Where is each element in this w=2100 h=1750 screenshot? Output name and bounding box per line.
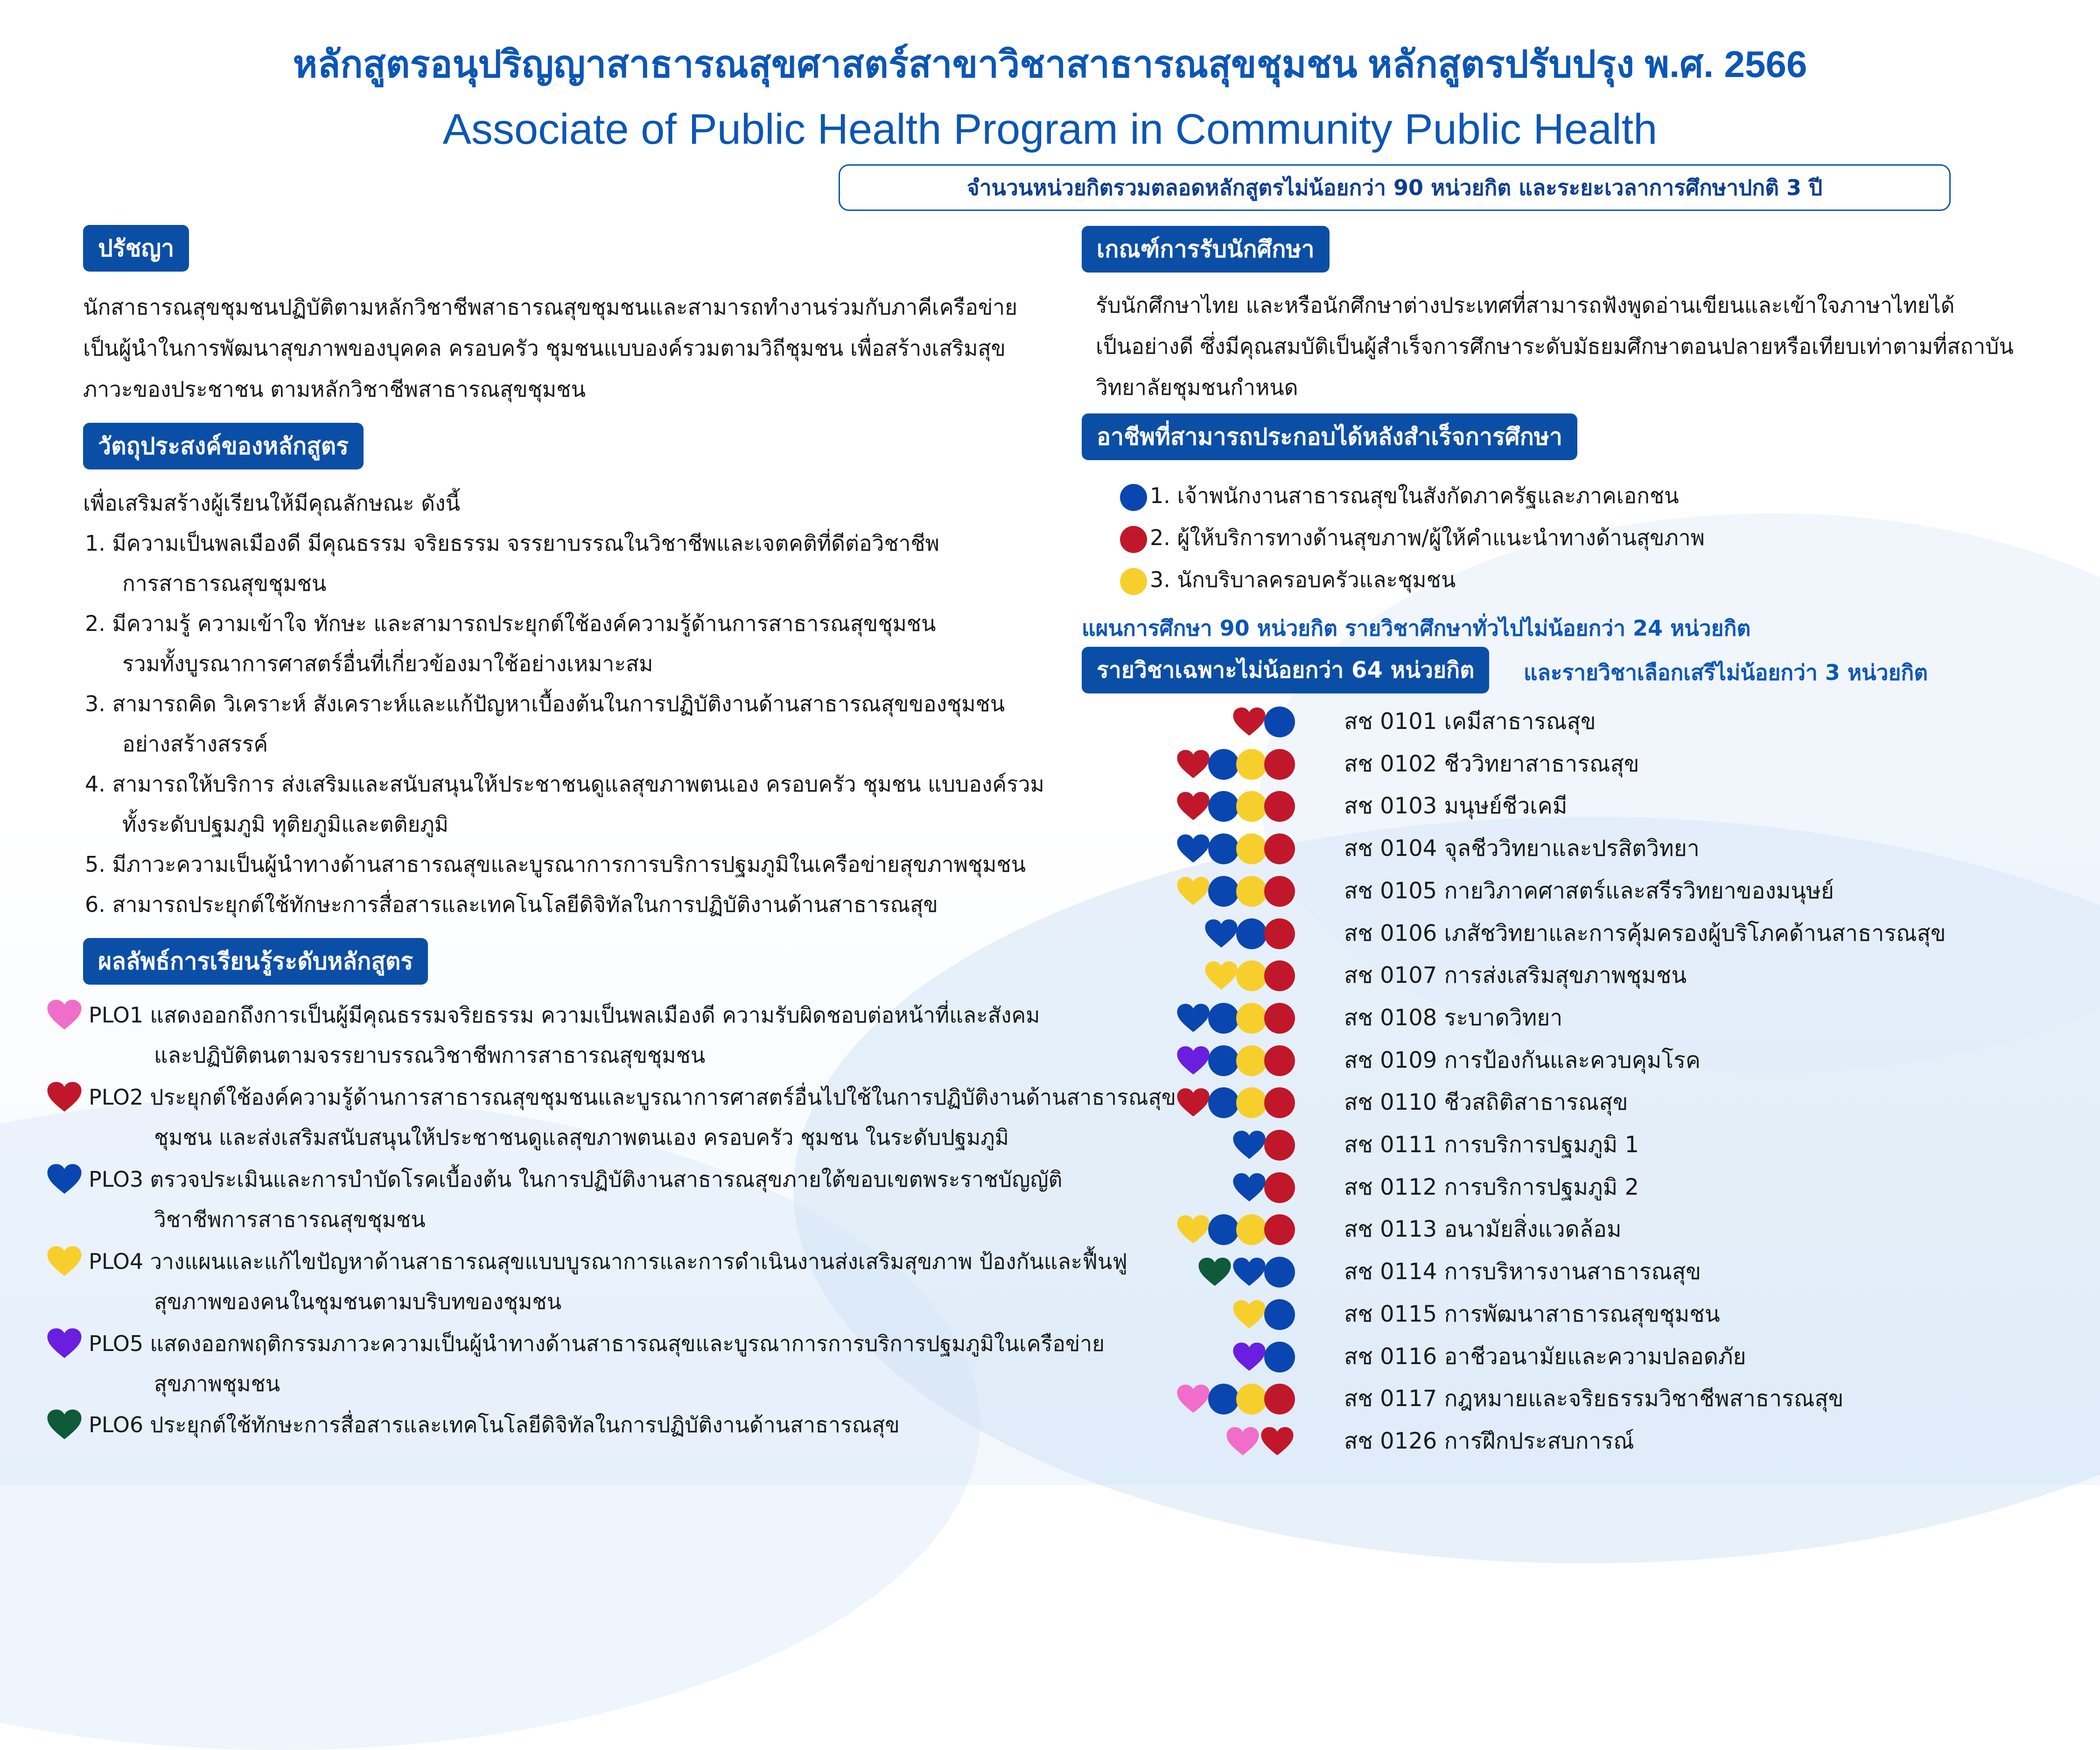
objective-line: 1. มีความเป็นพลเมืองดี มีคุณธรรม จริยธรรม จรรยาบรรณในวิชาชีพและเจตคติที่ดีต่อวิชาชีพ xyxy=(85,531,939,556)
elective-courses-line: และรายวิชาเลือกเสรีไม่น้อยกว่า 3 หน่วยกิต xyxy=(1524,660,1928,685)
plo-item xyxy=(47,1159,1062,1239)
plo-text: ประยุกต์ใช้ทักษะการสื่อสารและเทคโนโลยีดิจิทัลในการปฏิบัติงานด้านสาธารณสุข xyxy=(150,1412,900,1437)
red-circle-icon xyxy=(1264,1003,1295,1034)
yellow-circle-icon xyxy=(1236,791,1267,822)
red-heart-icon xyxy=(1176,1087,1210,1118)
course-name: สช 0114 การบริหารงานสาธารณสุข xyxy=(1344,1259,1701,1285)
objective-line-continued: การสาธารณสุขชุมชน xyxy=(122,571,327,596)
course-row xyxy=(1192,913,2079,953)
course-icons xyxy=(1176,1044,1295,1078)
plo-line xyxy=(47,1241,1127,1281)
plo-label: PLO4 xyxy=(89,1249,144,1274)
red-circle-icon xyxy=(1264,1214,1295,1245)
course-icons xyxy=(1176,1086,1295,1120)
blue-heart-icon xyxy=(1204,918,1238,949)
plo-text: แสดงออกพฤติกรรมภาวะความเป็นผู้นำทางด้านสาธารณสุขและบูรณาการการบริการปฐมภูมิในเครือข่าย xyxy=(150,1331,1105,1356)
course-icons xyxy=(1176,1213,1295,1246)
philosophy-line: เป็นผู้นำในการพัฒนาสุขภาพของบุคคล ครอบครัว ชุมชนแบบองค์รวมตามวิถีชุมชน เพื่อสร้างเสริมสุข xyxy=(83,336,1006,361)
plo-line xyxy=(47,995,1040,1035)
course-icons xyxy=(1198,1255,1295,1289)
objective-line: 4. สามารถให้บริการ ส่งเสริมและสนับสนุนให้ประชาชนดูแลสุขภาพตนเอง ครอบครัว ชุมชน แบบองค์รวม xyxy=(85,771,1044,797)
blue-circle-icon xyxy=(1208,876,1239,907)
red-circle-icon xyxy=(1120,526,1147,553)
plo-label: PLO3 xyxy=(89,1167,144,1192)
plo-text-continued: วิชาชีพการสาธารณสุขชุมชน xyxy=(154,1207,426,1232)
yellow-circle-icon xyxy=(1236,960,1267,991)
pink-heart-icon xyxy=(1176,1384,1210,1414)
course-name: สช 0110 ชีวสถิติสาธารณสุข xyxy=(1344,1089,1628,1116)
red-circle-icon xyxy=(1264,1045,1295,1076)
course-row xyxy=(1192,701,2079,742)
course-row xyxy=(1192,1421,2079,1461)
plo-item xyxy=(47,1077,1176,1157)
blue-circle-icon xyxy=(1264,707,1295,737)
blue-heart-icon xyxy=(1176,1003,1210,1034)
objective-item xyxy=(85,764,1044,844)
red-circle-icon xyxy=(1264,749,1295,780)
careers-heading: อาชีพที่สามารถประกอบได้หลังสำเร็จการศึกษา xyxy=(1082,413,1577,460)
objective-line: 3. สามารถคิด วิเคราะห์ สังเคราะห์และแก้ปัญหาเบื้องต้นในการปฏิบัติงานด้านสาธารณสุขของชุมชน xyxy=(85,691,1005,716)
course-icons xyxy=(1232,1340,1295,1374)
plo-text: วางแผนและแก้ไขปัญหาด้านสาธารณสุขแบบบูรณาการและการดำเนินงานส่งเสริมสุขภาพ ป้องกันและฟื้นฟู xyxy=(150,1249,1127,1274)
course-name: สช 0109 การป้องกันและควบคุมโรค xyxy=(1344,1047,1701,1073)
yellow-circle-icon xyxy=(1236,1087,1267,1118)
course-row xyxy=(1192,1379,2079,1419)
course-icons xyxy=(1204,917,1295,951)
course-icons xyxy=(1176,832,1295,866)
course-row xyxy=(1192,1040,2079,1080)
plo-line xyxy=(47,1405,900,1445)
red-circle-icon xyxy=(1264,791,1295,822)
yellow-heart-icon xyxy=(1204,960,1238,991)
yellow-heart-icon xyxy=(1176,1214,1210,1245)
blue-circle-icon xyxy=(1264,1257,1295,1288)
course-row xyxy=(1192,786,2079,826)
red-heart-icon xyxy=(1176,791,1210,822)
red-heart-icon xyxy=(1176,749,1210,780)
course-row xyxy=(1192,1337,2079,1377)
blue-heart-icon xyxy=(1232,1172,1266,1203)
study-plan-line: แผนการศึกษา 90 หน่วยกิต รายวิชาศึกษาทั่วไปไม่น้อยกว่า 24 หน่วยกิต xyxy=(1082,616,1751,641)
course-name: สช 0116 อาชีวอนามัยและความปลอดภัย xyxy=(1344,1343,1746,1370)
admission-heading: เกณฑ์การรับนักศึกษา xyxy=(1082,226,1330,273)
course-row xyxy=(1192,1125,2079,1165)
yellow-circle-icon xyxy=(1236,833,1267,864)
course-row xyxy=(1192,1082,2079,1122)
course-name: สช 0117 กฎหมายและจริยธรรมวิชาชีพสาธารณสุข xyxy=(1344,1386,1844,1412)
course-name: สช 0111 การบริการปฐมภูมิ 1 xyxy=(1344,1132,1639,1158)
blue-circle-icon xyxy=(1236,918,1267,949)
objective-item xyxy=(85,884,1044,924)
objective-line: 5. มีภาวะความเป็นผู้นำทางด้านสาธารณสุขและบูรณาการการบริการปฐมภูมิในเครือข่ายสุขภาพชุมชน xyxy=(85,852,1026,877)
course-icons xyxy=(1204,959,1295,993)
objective-item xyxy=(85,684,1044,764)
career-item xyxy=(1120,517,1705,559)
purple-heart-icon xyxy=(1232,1342,1266,1372)
plo-label: PLO1 xyxy=(89,1002,144,1028)
credits-note-box: จำนวนหน่วยกิตรวมตลอดหลักสูตรไม่น้อยกว่า 90 หน่วยกิต และระยะเวลาการศึกษาปกติ 3 ปี xyxy=(839,164,1951,211)
course-name: สช 0126 การฝึกประสบการณ์ xyxy=(1344,1428,1634,1454)
blue-circle-icon xyxy=(1120,484,1147,511)
course-row xyxy=(1192,955,2079,995)
red-circle-icon xyxy=(1264,918,1295,949)
admission-text xyxy=(1096,285,2014,408)
blue-circle-icon xyxy=(1208,1045,1239,1076)
course-name: สช 0102 ชีววิทยาสาธารณสุข xyxy=(1344,750,1639,777)
objective-item xyxy=(85,603,1044,684)
plo-text: ประยุกต์ใช้องค์ความรู้ด้านการสาธารณสุขชุมชนและบูรณาการศาสตร์อื่นไปใช้ในการปฏิบัติงานด้านสาธารณสุข xyxy=(150,1085,1176,1110)
red-circle-icon xyxy=(1264,833,1295,864)
course-name: สช 0101 เคมีสาธารณสุข xyxy=(1344,708,1596,735)
blue-circle-icon xyxy=(1208,791,1239,822)
career-text: 3. นักบริบาลครอบครัวและชุมชน xyxy=(1150,567,1456,592)
objective-line-continued: รวมทั้งบูรณาการศาสตร์อื่นที่เกี่ยวข้องมาใช้อย่างเหมาะสม xyxy=(122,651,653,676)
yellow-heart-icon xyxy=(1232,1299,1266,1330)
purple-heart-icon xyxy=(1176,1045,1210,1076)
plo-label: PLO2 xyxy=(89,1085,144,1110)
plo-text: ตรวจประเมินและการบำบัดโรคเบื้องต้น ในการปฏิบัติงานสาธารณสุขภายใต้ขอบเขตพระราชบัญญัติ xyxy=(150,1167,1063,1192)
yellow-circle-icon xyxy=(1236,1214,1267,1245)
plo-text-continued: สุขภาพชุมชน xyxy=(154,1371,280,1396)
objective-line-continued: อย่างสร้างสรรค์ xyxy=(122,731,268,756)
career-text: 1. เจ้าพนักงานสาธารณสุขในสังกัดภาครัฐและภาคเอกชน xyxy=(1150,483,1679,508)
red-heart-icon xyxy=(47,1081,82,1113)
course-row xyxy=(1192,998,2079,1038)
plo-item xyxy=(47,995,1040,1075)
yellow-heart-icon xyxy=(1176,876,1210,907)
objective-line: 6. สามารถประยุกต์ใช้ทักษะการสื่อสารและเทคโนโลยีดิจิทัลในการปฏิบัติงานด้านสาธารณสุข xyxy=(85,892,938,917)
course-name: สช 0113 อนามัยสิ่งแวดล้อม xyxy=(1344,1216,1622,1243)
course-icons xyxy=(1232,705,1295,739)
objectives-heading: วัตถุประสงค์ของหลักสูตร xyxy=(83,423,364,469)
plo-line xyxy=(47,1159,1062,1199)
red-circle-icon xyxy=(1264,960,1295,991)
plo-item xyxy=(47,1241,1127,1322)
course-row xyxy=(1192,1252,2079,1292)
blue-circle-icon xyxy=(1208,1384,1239,1414)
page-title-english: Associate of Public Health Program in Community Public Health xyxy=(442,105,1658,153)
plo-text-continued: สุขภาพของคนในชุมชนตามบริบทของชุมชน xyxy=(154,1289,562,1314)
course-row xyxy=(1192,744,2079,784)
yellow-circle-icon xyxy=(1236,1045,1267,1076)
pink-heart-icon xyxy=(1226,1426,1260,1457)
admission-line: รับนักศึกษาไทย และหรือนักศึกษาต่างประเทศที่สามารถฟังพูดอ่านเขียนและเข้าใจภาษาไทยได้ xyxy=(1096,293,1955,318)
course-icons xyxy=(1176,748,1295,781)
yellow-circle-icon xyxy=(1120,568,1147,595)
red-circle-icon xyxy=(1264,1130,1295,1161)
green-heart-icon xyxy=(1198,1257,1232,1288)
plo-label: PLO5 xyxy=(89,1331,144,1356)
course-row xyxy=(1192,1167,2079,1207)
admission-line: วิทยาลัยชุมชนกำหนด xyxy=(1096,375,1298,400)
plo-text-continued: และปฏิบัติตนตามจรรยาบรรณวิชาชีพการสาธารณสุขชุมชน xyxy=(154,1043,706,1068)
red-heart-icon xyxy=(1232,707,1266,737)
blue-circle-icon xyxy=(1264,1342,1295,1372)
yellow-circle-icon xyxy=(1236,876,1267,907)
philosophy-line: นักสาธารณสุขชุมชนปฏิบัติตามหลักวิชาชีพสาธารณสุขชุมชนและสามารถทำงานร่วมกับภาคีเครือข่าย xyxy=(83,294,1018,320)
objective-item xyxy=(85,523,1044,603)
green-heart-icon xyxy=(47,1408,82,1441)
course-row xyxy=(1192,828,2079,868)
course-name: สช 0112 การบริการปฐมภูมิ 2 xyxy=(1344,1174,1639,1200)
yellow-circle-icon xyxy=(1236,749,1267,780)
blue-heart-icon xyxy=(1232,1130,1266,1161)
specific-courses-badge: รายวิชาเฉพาะไม่น้อยกว่า 64 หน่วยกิต xyxy=(1082,647,1489,693)
page-title-thai: หลักสูตรอนุปริญญาสาธารณสุขศาสตร์สาขาวิชาสาธารณสุขชุมชน หลักสูตรปรับปรุง พ.ศ. 2566 xyxy=(293,43,1807,85)
yellow-heart-icon xyxy=(47,1245,82,1278)
course-name: สช 0103 มนุษย์ชีวเคมี xyxy=(1344,793,1568,819)
course-name: สช 0108 ระบาดวิทยา xyxy=(1344,1004,1563,1031)
course-row xyxy=(1192,1209,2079,1249)
blue-circle-icon xyxy=(1208,833,1239,864)
blue-circle-icon xyxy=(1208,1087,1239,1118)
plo-line xyxy=(47,1077,1176,1117)
red-circle-icon xyxy=(1264,1172,1295,1203)
philosophy-line: ภาวะของประชาชน ตามหลักวิชาชีพสาธารณสุขชุมชน xyxy=(83,377,586,402)
objective-item xyxy=(85,844,1044,884)
career-text: 2. ผู้ให้บริการทางด้านสุขภาพ/ผู้ให้คำแนะนำทางด้านสุขภาพ xyxy=(1150,525,1705,550)
career-item xyxy=(1120,559,1456,601)
admission-line: เป็นอย่างดี ซึ่งมีคุณสมบัติเป็นผู้สำเร็จการศึกษาระดับมัธยมศึกษาตอนปลายหรือเทียบเท่าตามที่สถาบัน xyxy=(1096,334,2014,359)
plo-item xyxy=(47,1323,1105,1404)
red-circle-icon xyxy=(1264,1087,1295,1118)
career-item xyxy=(1120,475,1679,517)
outcomes-heading: ผลลัพธ์การเรียนรู้ระดับหลักสูตร xyxy=(83,938,428,985)
course-icons xyxy=(1176,875,1295,908)
course-icons xyxy=(1226,1425,1295,1458)
course-name: สช 0106 เภสัชวิทยาและการคุ้มครองผู้บริโภคด้านสาธารณสุข xyxy=(1344,920,1946,946)
course-name: สช 0105 กายวิภาคศาสตร์และสรีรวิทยาของมนุษย์ xyxy=(1344,877,1834,904)
blue-heart-icon xyxy=(1232,1257,1266,1288)
objective-line: 2. มีความรู้ ความเข้าใจ ทักษะ และสามารถประยุกต์ใช้องค์ความรู้ด้านการสาธารณสุขชุมชน xyxy=(85,611,936,636)
red-heart-icon xyxy=(1260,1426,1294,1457)
blue-circle-icon xyxy=(1208,1214,1239,1245)
plo-item xyxy=(47,1405,900,1445)
course-name: สช 0115 การพัฒนาสาธารณสุขชุมชน xyxy=(1344,1301,1720,1327)
course-icons xyxy=(1176,790,1295,823)
blue-circle-icon xyxy=(1208,1003,1239,1034)
blue-circle-icon xyxy=(1208,749,1239,780)
yellow-circle-icon xyxy=(1236,1003,1267,1034)
pink-heart-icon xyxy=(47,999,82,1031)
blue-heart-icon xyxy=(1176,833,1210,864)
course-icons xyxy=(1176,1001,1295,1035)
plo-text-continued: ชุมชน และส่งเสริมสนับสนุนให้ประชาชนดูแลสุขภาพตนเอง ครอบครัว ชุมชน ในระดับปฐมภูมิ xyxy=(154,1125,1009,1150)
course-icons xyxy=(1232,1298,1295,1331)
yellow-circle-icon xyxy=(1236,1384,1267,1414)
course-icons xyxy=(1232,1171,1295,1204)
course-row xyxy=(1192,871,2079,911)
course-name: สช 0107 การส่งเสริมสุขภาพชุมชน xyxy=(1344,962,1687,989)
course-icons xyxy=(1232,1128,1295,1162)
philosophy-heading: ปรัชญา xyxy=(83,225,189,272)
objectives-list xyxy=(85,523,1044,924)
red-circle-icon xyxy=(1264,1384,1295,1414)
objectives-intro: เพื่อเสริมสร้างผู้เรียนให้มีคุณลักษณะ ดังนี้ xyxy=(83,490,461,516)
philosophy-text xyxy=(83,287,1017,410)
plo-label: PLO6 xyxy=(89,1412,144,1437)
blue-heart-icon xyxy=(47,1163,82,1196)
blue-circle-icon xyxy=(1264,1299,1295,1330)
plo-text: แสดงออกถึงการเป็นผู้มีคุณธรรมจริยธรรม ความเป็นพลเมืองดี ความรับผิดชอบต่อหน้าที่และสังคม xyxy=(150,1002,1040,1028)
red-circle-icon xyxy=(1264,876,1295,907)
objective-line-continued: ทั้งระดับปฐมภูมิ ทุติยภูมิและตติยภูมิ xyxy=(122,812,449,837)
purple-heart-icon xyxy=(47,1327,82,1360)
plo-line xyxy=(47,1323,1105,1364)
course-icons xyxy=(1176,1382,1295,1416)
course-row xyxy=(1192,1294,2079,1334)
course-name: สช 0104 จุลชีววิทยาและปรสิตวิทยา xyxy=(1344,835,1700,862)
